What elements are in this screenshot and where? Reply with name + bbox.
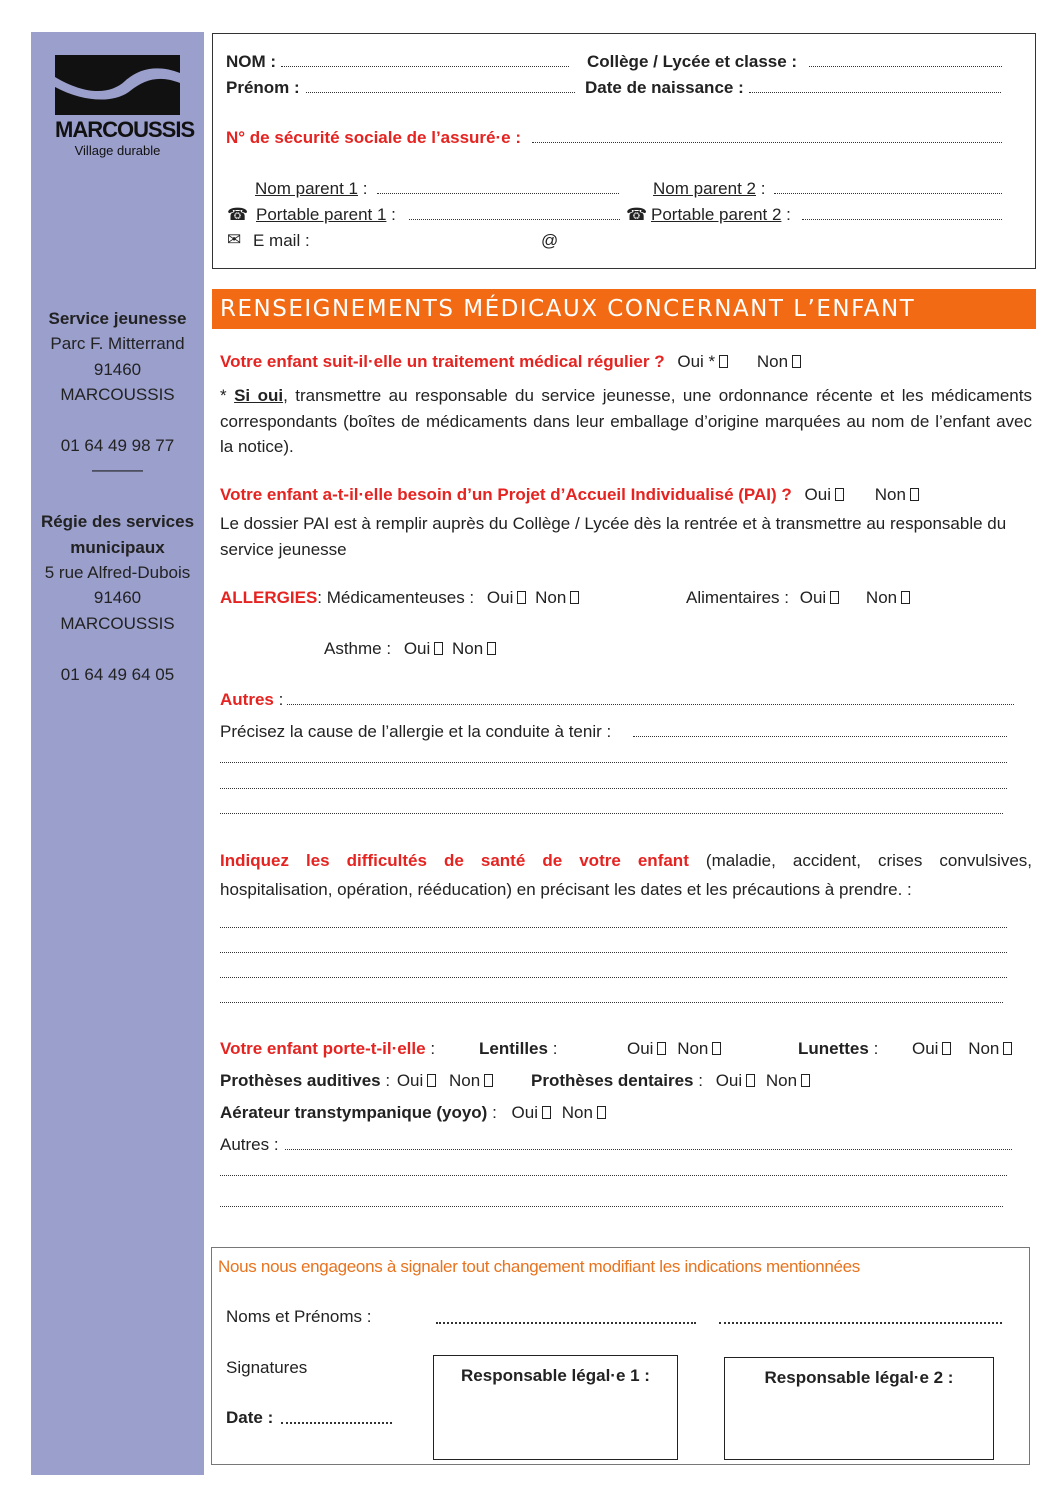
wears-autres-line[interactable] — [220, 1175, 1007, 1176]
nom-label: NOM : — [226, 52, 277, 71]
aerateur-oui-checkbox[interactable] — [542, 1106, 551, 1119]
portable-parent1-label: Portable parent 1 : — [256, 205, 396, 224]
aud-oui-checkbox[interactable] — [427, 1074, 436, 1087]
lentilles-label: Lentilles : — [479, 1039, 558, 1058]
allergies-row: ALLERGIES: Médicamenteuses : Oui Non — [220, 588, 579, 608]
aerateur-row: Aérateur transtympanique (yoyo) : Oui Non — [220, 1103, 606, 1123]
pai-question: Votre enfant a-t-il·elle besoin d’un Projet d’Accueil Individualisé (PAI) ? — [220, 485, 792, 504]
email-at[interactable]: @ — [541, 231, 559, 250]
noms-label: Noms et Prénoms : — [226, 1307, 372, 1326]
wears-label: Votre enfant porte-t-il·elle : — [220, 1039, 436, 1058]
service-phone: 01 64 49 98 77 — [60, 436, 175, 455]
college-field[interactable] — [809, 66, 1002, 67]
health-line-2: hospitalisation, opération, rééducation) en précisant les dates et les précautions à prendre. : — [220, 880, 912, 899]
noms-field-1[interactable] — [436, 1322, 696, 1324]
date-field[interactable] — [281, 1422, 392, 1424]
lunettes-non-checkbox[interactable] — [1003, 1042, 1012, 1055]
protheses-dentaires-row: Prothèses dentaires : Oui Non — [531, 1071, 810, 1091]
autres-field[interactable] — [287, 704, 1014, 705]
lunettes-label: Lunettes : — [798, 1039, 879, 1058]
phone-icon: ☎ — [227, 205, 249, 224]
treatment-non: Non — [756, 352, 789, 371]
regie-title-2: municipaux — [70, 538, 165, 557]
asthme-row: Asthme : Oui Non — [324, 639, 496, 659]
portable-parent1-field[interactable] — [409, 219, 620, 220]
wears-autres-label: Autres : — [220, 1135, 279, 1154]
aerateur-non-checkbox[interactable] — [597, 1106, 606, 1119]
regie-phone: 01 64 49 64 05 — [60, 665, 175, 684]
medic-non-checkbox[interactable] — [570, 591, 579, 604]
pai-note: Le dossier PAI est à remplir auprès du Collège / Lycée dès la rentrée et à transmettre au responsable du service jeunesse — [220, 514, 1007, 559]
date-label: Date : — [226, 1408, 274, 1427]
lentilles-options: Oui Non — [627, 1039, 721, 1059]
treatment-question-row — [220, 352, 801, 372]
commitment-text: Nous nous engageons à signaler tout changement modifiant les indications mentionnées — [218, 1257, 861, 1276]
regie-city: MARCOUSSIS — [60, 614, 175, 633]
email-label: E mail : — [253, 231, 310, 250]
allergies-label: ALLERGIES — [220, 588, 318, 607]
treatment-non-checkbox[interactable] — [792, 355, 801, 368]
health-label: Indiquez les difficultés de santé de votre enfant — [220, 851, 689, 870]
protheses-auditives-row: Prothèses auditives : Oui Non — [220, 1071, 493, 1091]
logo-name: MARCOUSSIS — [55, 117, 195, 142]
health-line[interactable] — [220, 1002, 1003, 1003]
logo-mark — [55, 55, 180, 115]
treatment-question: Votre enfant suit-il·elle un traitement médical régulier ? — [220, 352, 665, 371]
nom-parent2-label: Nom parent 2 : — [653, 179, 766, 198]
pai-question-row — [220, 485, 919, 505]
sidebar — [31, 32, 204, 1475]
prenom-field[interactable] — [306, 92, 575, 93]
treatment-oui-checkbox[interactable] — [719, 355, 728, 368]
regie-title-1: Régie des services — [40, 512, 195, 531]
health-line-1: Indiquez les difficultés de santé de votre enfant (maladie, accident, crises convulsives, — [220, 851, 1032, 870]
precisez-line[interactable] — [220, 788, 1007, 789]
precisez-line[interactable] — [220, 762, 1007, 763]
service-address: Parc F. Mitterrand — [50, 334, 185, 353]
phone-icon: ☎ — [626, 205, 648, 224]
portable-parent2-label: Portable parent 2 : — [651, 205, 791, 224]
alim-non-checkbox[interactable] — [901, 591, 910, 604]
pai-oui: Oui — [804, 485, 831, 504]
asthme-oui-checkbox[interactable] — [434, 642, 443, 655]
asthme-label: Asthme : — [324, 639, 392, 658]
nom-field[interactable] — [281, 66, 569, 67]
secu-label: N° de sécurité sociale de l’assuré·e : — [226, 128, 521, 147]
pai-non-checkbox[interactable] — [910, 488, 919, 501]
alim-oui-checkbox[interactable] — [830, 591, 839, 604]
secu-field[interactable] — [532, 142, 1002, 143]
service-postcode: 91460 — [93, 360, 142, 379]
nom-parent2-field[interactable] — [774, 193, 1002, 194]
asthme-non-checkbox[interactable] — [487, 642, 496, 655]
lunettes-options: Oui Non — [912, 1039, 1012, 1059]
regie-address: 5 rue Alfred-Dubois — [44, 563, 191, 582]
dent-oui-checkbox[interactable] — [746, 1074, 755, 1087]
mail-icon: ✉ — [227, 230, 242, 249]
wears-autres-field[interactable] — [285, 1149, 1012, 1150]
naissance-field[interactable] — [749, 92, 1001, 93]
wears-autres-line[interactable] — [220, 1206, 1003, 1207]
health-line[interactable] — [220, 927, 1007, 928]
resp2-label: Responsable légal·e 2 : — [764, 1368, 954, 1387]
resp1-label: Responsable légal·e 1 : — [461, 1366, 650, 1385]
prenom-label: Prénom : — [226, 78, 300, 97]
signature-box-1[interactable] — [433, 1355, 678, 1460]
section-title: RENSEIGNEMENTS MÉDICAUX CONCERNANT L’ENFANT — [220, 296, 916, 322]
medic-oui-checkbox[interactable] — [517, 591, 526, 604]
precisez-field[interactable] — [633, 736, 1007, 737]
naissance-label: Date de naissance : — [585, 78, 744, 97]
nom-parent1-field[interactable] — [377, 193, 619, 194]
precisez-line[interactable] — [220, 813, 1003, 814]
alim-label: Alimentaires : — [686, 588, 789, 607]
medic-label: : Médicamenteuses : — [317, 588, 475, 607]
lentilles-non-checkbox[interactable] — [712, 1042, 721, 1055]
autres-label: Autres : — [220, 690, 284, 709]
service-title: Service jeunesse — [48, 309, 187, 328]
pai-non: Non — [874, 485, 906, 504]
treatment-oui: Oui * — [677, 352, 716, 371]
portable-parent2-field[interactable] — [802, 219, 1002, 220]
logo-tagline: Village durable — [74, 143, 161, 158]
lentilles-oui-checkbox[interactable] — [657, 1042, 666, 1055]
alimentaires-row: Alimentaires : Oui Non — [686, 588, 910, 608]
college-label: Collège / Lycée et classe : — [587, 52, 798, 71]
noms-field-2[interactable] — [719, 1322, 1002, 1324]
signatures-label: Signatures — [226, 1358, 308, 1377]
health-line[interactable] — [220, 977, 1007, 978]
dent-non-checkbox[interactable] — [801, 1074, 810, 1087]
health-line[interactable] — [220, 952, 1007, 953]
service-city: MARCOUSSIS — [60, 385, 175, 404]
aud-non-checkbox[interactable] — [484, 1074, 493, 1087]
lunettes-oui-checkbox[interactable] — [942, 1042, 951, 1055]
regie-postcode: 91460 — [93, 588, 142, 607]
treatment-note: * Si oui, transmettre au responsable du service jeunesse, une ordonnance récente et les médicaments correspondants (boîtes de médicaments dans leur emballage d’origine marquées au nom de l’enfant avec la notice). — [220, 386, 1032, 456]
signature-box-2[interactable] — [724, 1357, 994, 1460]
separator: ——— — [92, 460, 143, 479]
pai-oui-checkbox[interactable] — [835, 488, 844, 501]
precisez-label: Précisez la cause de l’allergie et la conduite à tenir : — [220, 722, 612, 741]
nom-parent1-label: Nom parent 1 : — [255, 179, 368, 198]
marcoussis-logo — [55, 55, 195, 159]
